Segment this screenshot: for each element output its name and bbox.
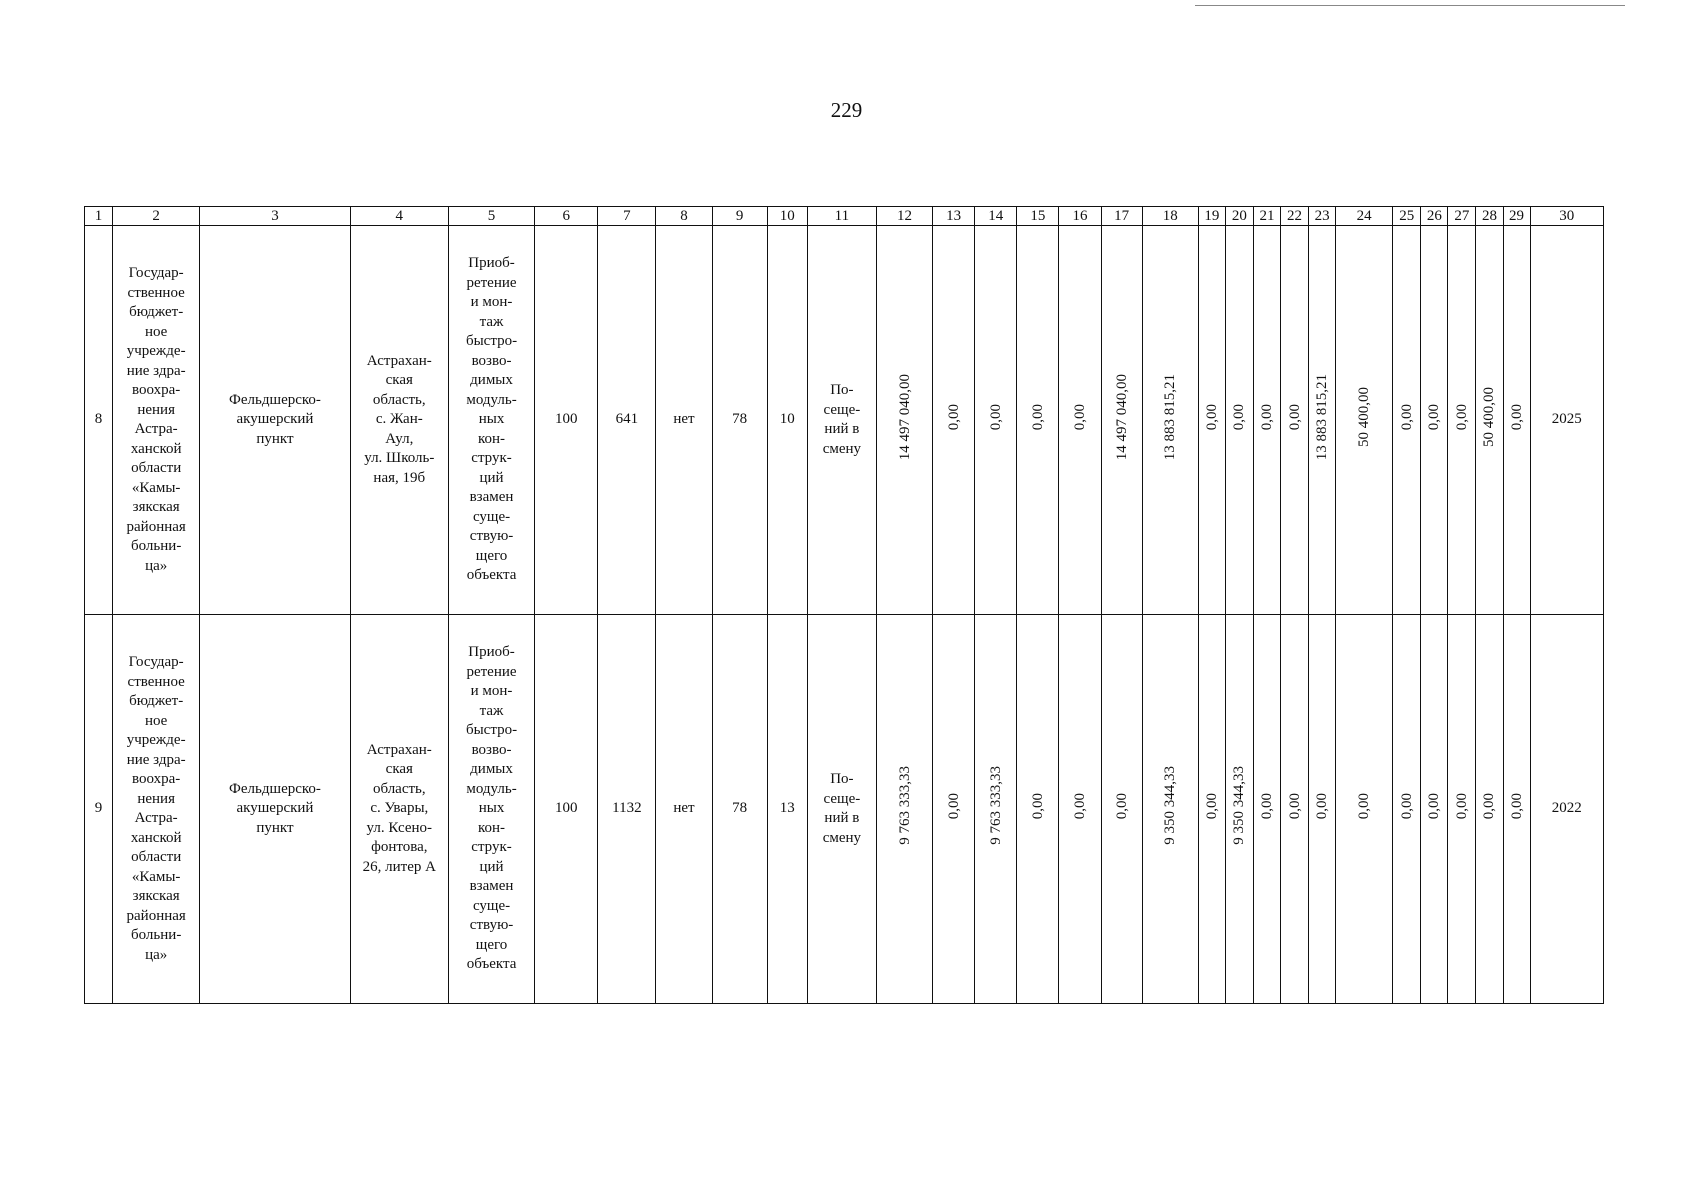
cell-c7 (598, 615, 656, 1004)
cell-c12 (876, 615, 932, 1004)
column-number: 10 (767, 207, 807, 226)
column-number: 27 (1448, 207, 1476, 226)
cell-c26 (1421, 615, 1448, 1004)
column-number: 12 (876, 207, 932, 226)
column-number: 13 (933, 207, 975, 226)
amount-value: 50 400,00 (1481, 386, 1498, 447)
cell-c25 (1393, 226, 1421, 615)
cell-c18 (1142, 226, 1198, 615)
cell-c8-text: нет (673, 800, 695, 817)
cell-c11-text: По- сеще- ний в смену (822, 771, 862, 846)
cell-c27 (1448, 226, 1476, 615)
cell-c17 (1101, 615, 1142, 1004)
column-number: 19 (1198, 207, 1225, 226)
address (350, 226, 448, 615)
cell-c10 (767, 226, 807, 615)
cell-c30 (1530, 615, 1603, 1004)
column-number: 18 (1142, 207, 1198, 226)
object-name-text: Фельдшерско- акушерский пункт (229, 391, 321, 447)
amount-value: 0,00 (1426, 403, 1443, 430)
amount-value: 0,00 (1481, 792, 1498, 819)
cell-c13 (933, 615, 975, 1004)
cell-c15 (1017, 615, 1059, 1004)
cell-c9-text: 78 (732, 411, 748, 428)
column-number: 30 (1530, 207, 1603, 226)
cell-c29 (1503, 226, 1530, 615)
row-number (85, 226, 113, 615)
work-type (448, 615, 534, 1004)
year-value: 2022 (1551, 800, 1582, 817)
cell-c29 (1503, 615, 1530, 1004)
amount-value: 0,00 (1258, 403, 1275, 430)
cell-c11-text: По- сеще- ний в смену (822, 382, 862, 457)
amount-value: 0,00 (1426, 792, 1443, 819)
cell-c6 (535, 615, 598, 1004)
cell-c28 (1476, 615, 1503, 1004)
cell-c21 (1253, 226, 1280, 615)
cell-c24 (1336, 615, 1393, 1004)
cell-c16 (1059, 226, 1101, 615)
cell-c6 (535, 226, 598, 615)
institution-name (113, 226, 200, 615)
cell-c26 (1421, 226, 1448, 615)
year-value: 2025 (1551, 411, 1582, 428)
cell-c14 (975, 615, 1017, 1004)
cell-c8 (656, 615, 712, 1004)
amount-value: 0,00 (1072, 403, 1088, 430)
column-number: 3 (200, 207, 350, 226)
cell-c28 (1476, 226, 1503, 615)
cell-c23 (1309, 226, 1336, 615)
cell-c10 (767, 615, 807, 1004)
amount-value: 0,00 (945, 792, 962, 819)
amount-value: 13 883 815,21 (1162, 373, 1179, 460)
address (350, 615, 448, 1004)
column-number: 9 (712, 207, 767, 226)
column-number: 1 (85, 207, 113, 226)
cell-c10-text: 10 (779, 411, 795, 428)
column-number: 24 (1336, 207, 1393, 226)
cell-c10-text: 13 (779, 800, 795, 817)
cell-c19 (1198, 226, 1225, 615)
column-number: 17 (1101, 207, 1142, 226)
cell-c8 (656, 226, 712, 615)
cell-c6-text: 100 (554, 800, 578, 817)
table-row (85, 226, 1604, 615)
top-rule (1195, 5, 1625, 6)
cell-c22 (1280, 226, 1308, 615)
cell-c12 (876, 226, 932, 615)
object-name (200, 226, 350, 615)
amount-value: 14 497 040,00 (896, 373, 913, 460)
column-number: 8 (656, 207, 712, 226)
work-type (448, 226, 534, 615)
column-number: 6 (535, 207, 598, 226)
column-number: 20 (1225, 207, 1253, 226)
amount-value: 50 400,00 (1356, 386, 1373, 447)
cell-c22 (1280, 615, 1308, 1004)
cell-c9 (712, 226, 767, 615)
amount-value: 0,00 (1398, 792, 1415, 819)
cell-c16 (1059, 615, 1101, 1004)
cell-c9 (712, 615, 767, 1004)
cell-c9-text: 78 (732, 800, 748, 817)
column-number: 22 (1280, 207, 1308, 226)
cell-c6-text: 100 (554, 411, 578, 428)
page-number: 229 (830, 98, 863, 122)
cell-c11 (807, 615, 876, 1004)
object-name-text: Фельдшерско- акушерский пункт (229, 780, 321, 836)
cell-c19 (1198, 615, 1225, 1004)
cell-c23 (1309, 615, 1336, 1004)
address-text: Астрахан- ская область, с. Жан- Аул, ул. Школь- ная, 19б (364, 352, 435, 486)
table-row (85, 615, 1604, 1004)
row-number-text: 8 (94, 411, 103, 428)
amount-value: 0,00 (1356, 792, 1373, 819)
column-number: 23 (1309, 207, 1336, 226)
column-number: 25 (1393, 207, 1421, 226)
amount-value: 0,00 (987, 403, 1004, 430)
amount-value: 0,00 (945, 403, 962, 430)
cell-c20 (1225, 615, 1253, 1004)
column-number: 15 (1017, 207, 1059, 226)
cell-c14 (975, 226, 1017, 615)
amount-value: 0,00 (1203, 403, 1220, 430)
amount-value: 14 497 040,00 (1113, 373, 1130, 460)
work-type-text: Приоб- ретение и мон- таж быстро- возво- димых модуль- ных кон- струк- ций взамен суще- ствую- щего объекта (465, 644, 518, 973)
institution-name (113, 615, 200, 1004)
object-name (200, 615, 350, 1004)
amount-value: 0,00 (1029, 792, 1046, 819)
cell-c7-text: 641 (615, 411, 639, 428)
cell-c18 (1142, 615, 1198, 1004)
column-number: 5 (448, 207, 534, 226)
amount-value: 0,00 (1453, 403, 1470, 430)
cell-c13 (933, 226, 975, 615)
amount-value: 0,00 (1203, 792, 1220, 819)
cell-c24 (1336, 226, 1393, 615)
column-number: 7 (598, 207, 656, 226)
column-number: 2 (113, 207, 200, 226)
cell-c30 (1530, 226, 1603, 615)
cell-c15 (1017, 226, 1059, 615)
cell-c7-text: 1132 (612, 800, 642, 817)
address-text: Астрахан- ская область, с. Увары, ул. Ксено- фонтова, 26, литер А (362, 741, 436, 875)
cell-c8-text: нет (673, 411, 695, 428)
amount-value: 0,00 (1258, 792, 1275, 819)
cell-c11 (807, 226, 876, 615)
column-number-row (85, 207, 1604, 226)
institution-name-text: Государ- ственное бюджет- ное учрежде- ние здра- воохра- нения Астра- ханской области «Камы- зякская районная больни- ца» (126, 265, 186, 574)
amount-value: 0,00 (1113, 792, 1130, 819)
amount-value: 9 350 344,33 (1162, 766, 1179, 846)
row-number-text: 9 (94, 800, 103, 817)
amount-value: 0,00 (1286, 403, 1303, 430)
amount-value: 0,00 (1072, 792, 1088, 819)
column-number: 14 (975, 207, 1017, 226)
amount-value: 0,00 (1314, 792, 1331, 819)
column-number: 16 (1059, 207, 1101, 226)
amount-value: 0,00 (1508, 403, 1525, 430)
amount-value: 0,00 (1029, 403, 1046, 430)
amount-value: 9 350 344,33 (1231, 766, 1248, 846)
cell-c17 (1101, 226, 1142, 615)
cell-c27 (1448, 615, 1476, 1004)
cell-c20 (1225, 226, 1253, 615)
data-table (84, 206, 1604, 1004)
institution-name-text: Государ- ственное бюджет- ное учрежде- ние здра- воохра- нения Астра- ханской области «Камы- зякская районная больни- ца» (126, 654, 186, 963)
amount-value: 0,00 (1286, 792, 1303, 819)
cell-c25 (1393, 615, 1421, 1004)
column-number: 28 (1476, 207, 1503, 226)
column-number: 4 (350, 207, 448, 226)
amount-value: 0,00 (1508, 792, 1525, 819)
amount-value: 9 763 333,33 (896, 766, 913, 846)
amount-value: 13 883 815,21 (1314, 373, 1331, 460)
row-number (85, 615, 113, 1004)
work-type-text: Приоб- ретение и мон- таж быстро- возво- димых модуль- ных кон- струк- ций взамен суще- ствую- щего объекта (465, 255, 518, 584)
column-number: 26 (1421, 207, 1448, 226)
amount-value: 0,00 (1453, 792, 1470, 819)
amount-value: 0,00 (1398, 403, 1415, 430)
amount-value: 9 763 333,33 (987, 766, 1004, 846)
cell-c21 (1253, 615, 1280, 1004)
column-number: 11 (807, 207, 876, 226)
cell-c7 (598, 226, 656, 615)
column-number: 21 (1253, 207, 1280, 226)
amount-value: 0,00 (1231, 403, 1248, 430)
column-number: 29 (1503, 207, 1530, 226)
